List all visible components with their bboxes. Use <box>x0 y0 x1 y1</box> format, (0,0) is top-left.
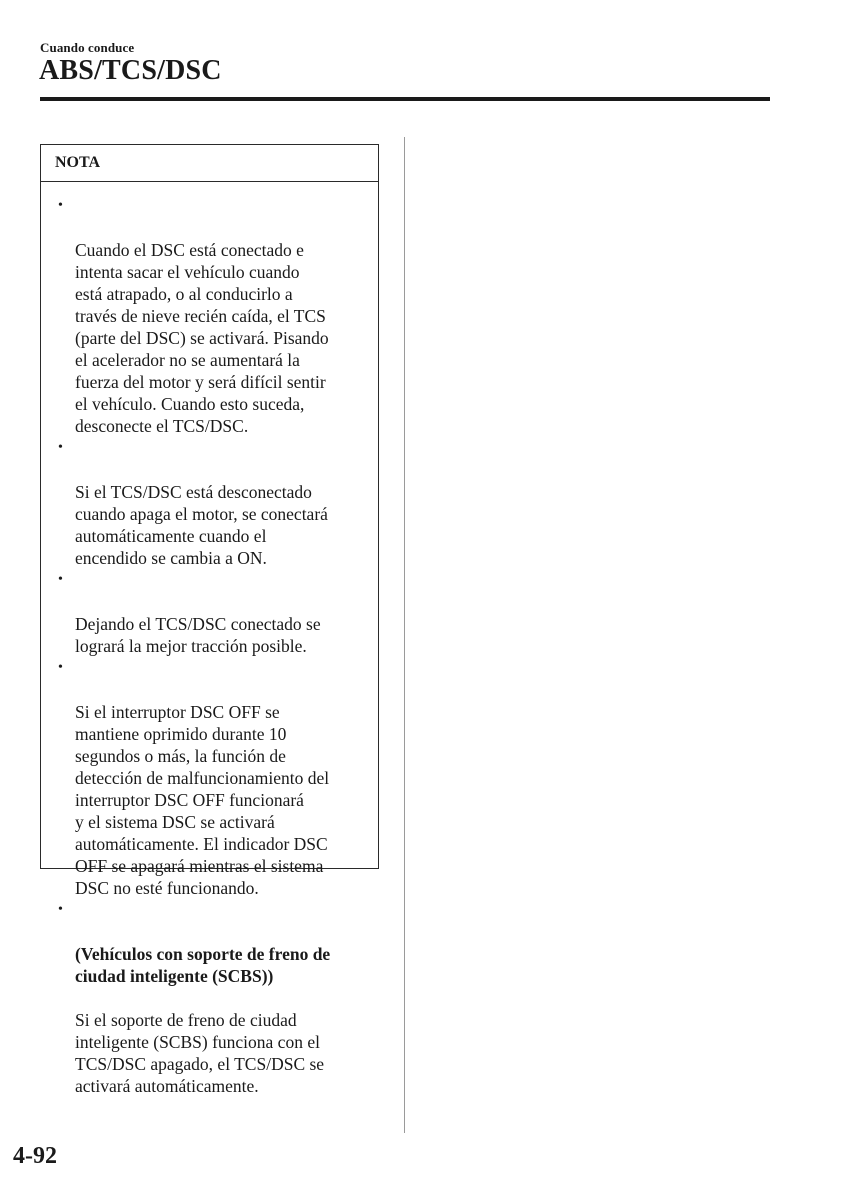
bullet-icon: • <box>58 440 63 455</box>
note-item-text: Si el TCS/DSC está desconectado cuando apaga el motor, se conectará automáticamente cuando el encendido se cambia a ON. <box>75 482 328 568</box>
note-item-text: Cuando el DSC está conectado e intenta sacar el vehículo cuando está atrapado, o al conducirlo a través de nieve recién caída, el TCS (parte del DSC) se activará. Pisando el acelerador no se aumentará la fuerza del motor y será difícil sentir el vehículo. Cuando esto suceda, desconecte el TCS/DSC. <box>75 240 329 436</box>
page-title: ABS/TCS/DSC <box>39 55 222 86</box>
note-item-text: Si el soporte de freno de ciudad inteligente (SCBS) funciona con el TCS/DSC apagado, el TCS/DSC se activará automáticamente. <box>75 1010 325 1096</box>
bullet-icon: • <box>58 902 63 917</box>
note-item-heading: (Vehículos con soporte de freno de ciudad inteligente (SCBS)) <box>75 944 331 986</box>
column-divider <box>404 137 405 1133</box>
section-label: Cuando conduce <box>40 40 135 55</box>
note-item-text: Si el interruptor DSC OFF se mantiene oprimido durante 10 segundos o más, la función de detección de malfuncionamiento del interruptor DSC OFF funcionará y el sistema DSC se activará automáticamente. El indicador DSC OFF se apagará mientras el sistema DSC no esté funcionando. <box>75 702 330 898</box>
note-box <box>40 144 379 1096</box>
note-list <box>41 182 378 1119</box>
title-rule <box>40 97 770 101</box>
note-item <box>58 657 366 899</box>
note-item <box>58 899 366 1119</box>
note-item <box>58 195 366 437</box>
note-label: NOTA <box>41 145 378 182</box>
page-number: 4-92 <box>13 1143 57 1169</box>
bullet-icon: • <box>58 198 63 213</box>
note-item-text: Dejando el TCS/DSC conectado se logrará la mejor tracción posible. <box>75 614 321 656</box>
note-item <box>58 569 366 657</box>
bullet-icon: • <box>58 572 63 587</box>
note-item <box>58 437 366 569</box>
bullet-icon: • <box>58 660 63 675</box>
